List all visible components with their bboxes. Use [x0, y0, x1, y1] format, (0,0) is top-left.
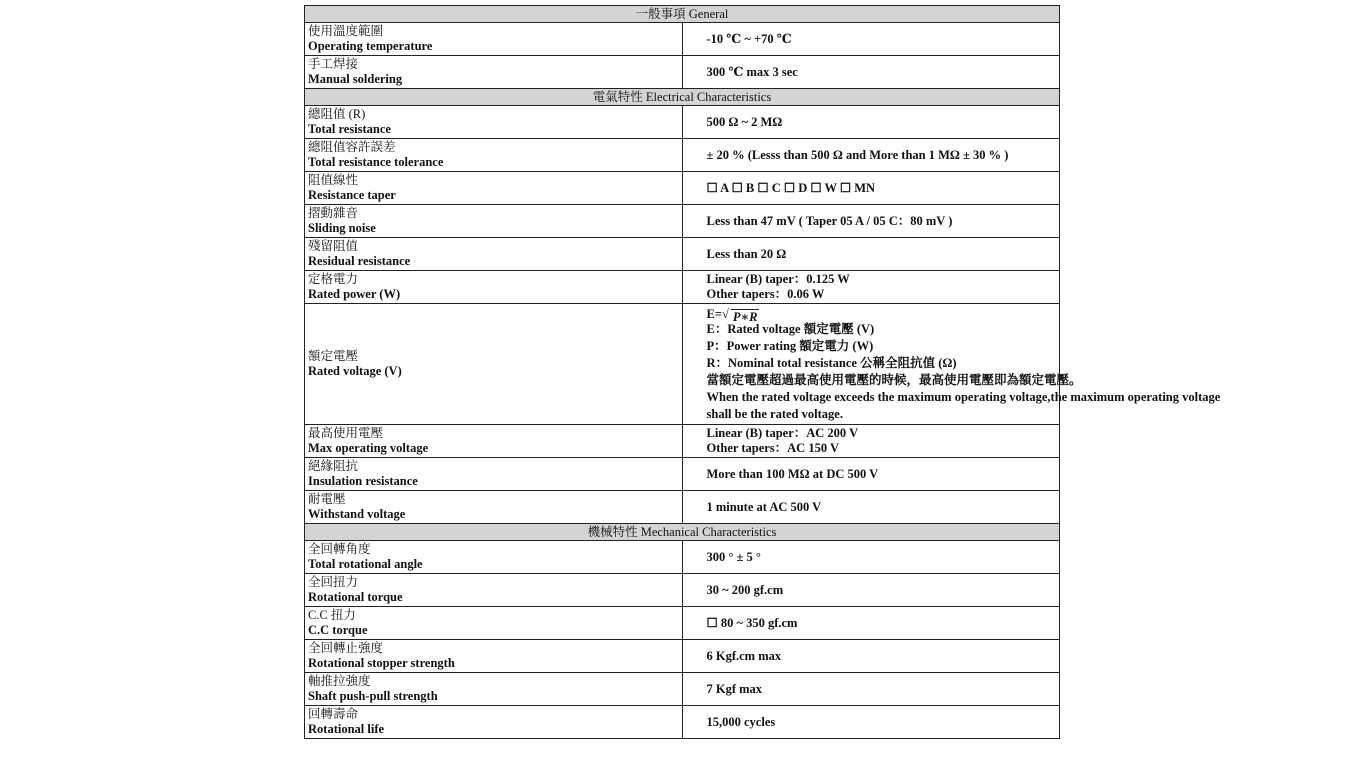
- label-en: Max operating voltage: [308, 441, 429, 455]
- spec-row-insulation-resistance: [305, 458, 1060, 491]
- label-zh: C.C 扭力: [308, 608, 356, 622]
- spec-value: Less than 20 Ω: [682, 238, 1060, 271]
- spec-value: 30 ~ 200 gf.cm: [682, 574, 1060, 607]
- label-en: Insulation resistance: [308, 474, 418, 488]
- spec-row-rotational-torque: [305, 574, 1060, 607]
- label-en: Rotational stopper strength: [308, 656, 455, 670]
- label-zh: 總阻值 (R): [308, 107, 366, 121]
- label-en: C.C torque: [308, 623, 368, 637]
- label-zh: 總阻值容許誤差: [308, 140, 396, 154]
- section-header-mechanical: [305, 524, 1060, 541]
- value-line: Other tapers：AC 150 V: [706, 441, 840, 455]
- spec-row-rated-voltage: [305, 304, 1060, 425]
- spec-value: ± 20 % (Lesss than 500 Ω and More than 1 MΩ ± 30 % ): [682, 139, 1060, 172]
- value-line: Linear (B) taper：AC 200 V: [706, 426, 859, 440]
- spec-row-manual-soldering: [305, 56, 1060, 89]
- spec-value: 1 minute at AC 500 V: [682, 491, 1060, 524]
- label-en: Rated voltage (V): [308, 364, 402, 378]
- spec-row-max-operating-voltage: [305, 425, 1060, 458]
- spec-row-stopper-strength: [305, 640, 1060, 673]
- spec-table: [304, 5, 1221, 739]
- label-zh: 耐電壓: [308, 492, 346, 506]
- value-line: shall be the rated voltage.: [706, 407, 843, 421]
- spec-value: [682, 425, 1060, 458]
- spec-value: ☐ 80 ~ 350 gf.cm: [682, 607, 1060, 640]
- label-en: Shaft push-pull strength: [308, 689, 438, 703]
- value-line: Other tapers：0.06 W: [706, 287, 825, 301]
- section-header-general: [305, 6, 1060, 23]
- spec-row-total-resistance: [305, 106, 1060, 139]
- label-en: Resistance taper: [308, 188, 396, 202]
- label-zh: 全回轉止強度: [308, 641, 384, 655]
- spec-value: 500 Ω ~ 2 MΩ: [682, 106, 1060, 139]
- value-line: E：Rated voltage 額定電壓 (V): [706, 322, 875, 336]
- label-en: Operating temperature: [308, 39, 433, 53]
- spec-value: [682, 304, 1221, 425]
- label-zh: 絕緣阻抗: [308, 459, 359, 473]
- label-zh: 定格電力: [308, 272, 359, 286]
- section-title: 機械特性 Mechanical Characteristics: [305, 524, 1060, 541]
- label-zh: 全回扭力: [308, 575, 359, 589]
- spec-row-rotational-life: [305, 706, 1060, 739]
- label-zh: 軸推拉強度: [308, 674, 371, 688]
- label-en: Sliding noise: [308, 221, 376, 235]
- formula-prefix: E=: [706, 307, 722, 321]
- spec-value: 300 ℃ max 3 sec: [682, 56, 1060, 89]
- spec-value: 6 Kgf.cm max: [682, 640, 1060, 673]
- sqrt-icon: √: [721, 307, 729, 321]
- label-zh: 全回轉角度: [308, 542, 371, 556]
- label-zh: 額定電壓: [308, 349, 359, 363]
- spec-value: 7 Kgf max: [682, 673, 1060, 706]
- formula-radicand: P∗R: [732, 310, 758, 324]
- value-line: Linear (B) taper：0.125 W: [706, 272, 850, 286]
- spec-row-withstand-voltage: [305, 491, 1060, 524]
- label-zh: 摺動雜音: [308, 206, 359, 220]
- label-en: Total resistance: [308, 122, 391, 136]
- label-zh: 使用溫度範圍: [308, 24, 384, 38]
- spec-row-rated-power: [305, 271, 1060, 304]
- label-en: Rated power (W): [308, 287, 401, 301]
- spec-value: Less than 47 mV ( Taper 05 A / 05 C：80 mV ): [682, 205, 1060, 238]
- section-header-electrical: [305, 89, 1060, 106]
- spec-row-sliding-noise: [305, 205, 1060, 238]
- spec-value: More than 100 MΩ at DC 500 V: [682, 458, 1060, 491]
- rated-voltage-formula: [706, 306, 1060, 324]
- label-en: Rotational torque: [308, 590, 403, 604]
- section-title: 一般事項 General: [305, 6, 1060, 23]
- spec-row-operating-temperature: [305, 23, 1060, 56]
- spec-row-total-rotational-angle: [305, 541, 1060, 574]
- spec-row-residual-resistance: [305, 238, 1060, 271]
- spec-row-push-pull-strength: [305, 673, 1060, 706]
- spec-value: 15,000 cycles: [682, 706, 1060, 739]
- label-en: Residual resistance: [308, 254, 411, 268]
- spec-row-resistance-taper: [305, 172, 1060, 205]
- label-en: Total rotational angle: [308, 557, 423, 571]
- section-title: 電氣特性 Electrical Characteristics: [305, 89, 1060, 106]
- spec-value: -10 ℃ ~ +70 ℃: [682, 23, 1060, 56]
- spec-value: ☐ A ☐ B ☐ C ☐ D ☐ W ☐ MN: [682, 172, 1060, 205]
- value-line: 當額定電壓超過最高使用電壓的時候，最高使用電壓即為額定電壓。: [706, 373, 1082, 387]
- spec-value: [682, 271, 1060, 304]
- label-zh: 手工焊接: [308, 57, 359, 71]
- spec-value: 300 ° ± 5 °: [682, 541, 1060, 574]
- spec-row-cc-torque: [305, 607, 1060, 640]
- value-line: When the rated voltage exceeds the maximum operating voltage,the maximum operating voltage: [706, 390, 1221, 404]
- label-en: Manual soldering: [308, 72, 403, 86]
- label-zh: 最高使用電壓: [308, 426, 384, 440]
- label-zh: 回轉壽命: [308, 707, 359, 721]
- spec-row-resistance-tolerance: [305, 139, 1060, 172]
- label-en: Total resistance tolerance: [308, 155, 444, 169]
- value-line: R：Nominal total resistance 公稱全阻抗值 (Ω): [706, 356, 957, 370]
- value-line: P：Power rating 額定電力 (W): [706, 339, 874, 353]
- label-en: Withstand voltage: [308, 507, 406, 521]
- label-en: Rotational life: [308, 722, 385, 736]
- label-zh: 阻值線性: [308, 173, 359, 187]
- label-zh: 殘留阻值: [308, 239, 359, 253]
